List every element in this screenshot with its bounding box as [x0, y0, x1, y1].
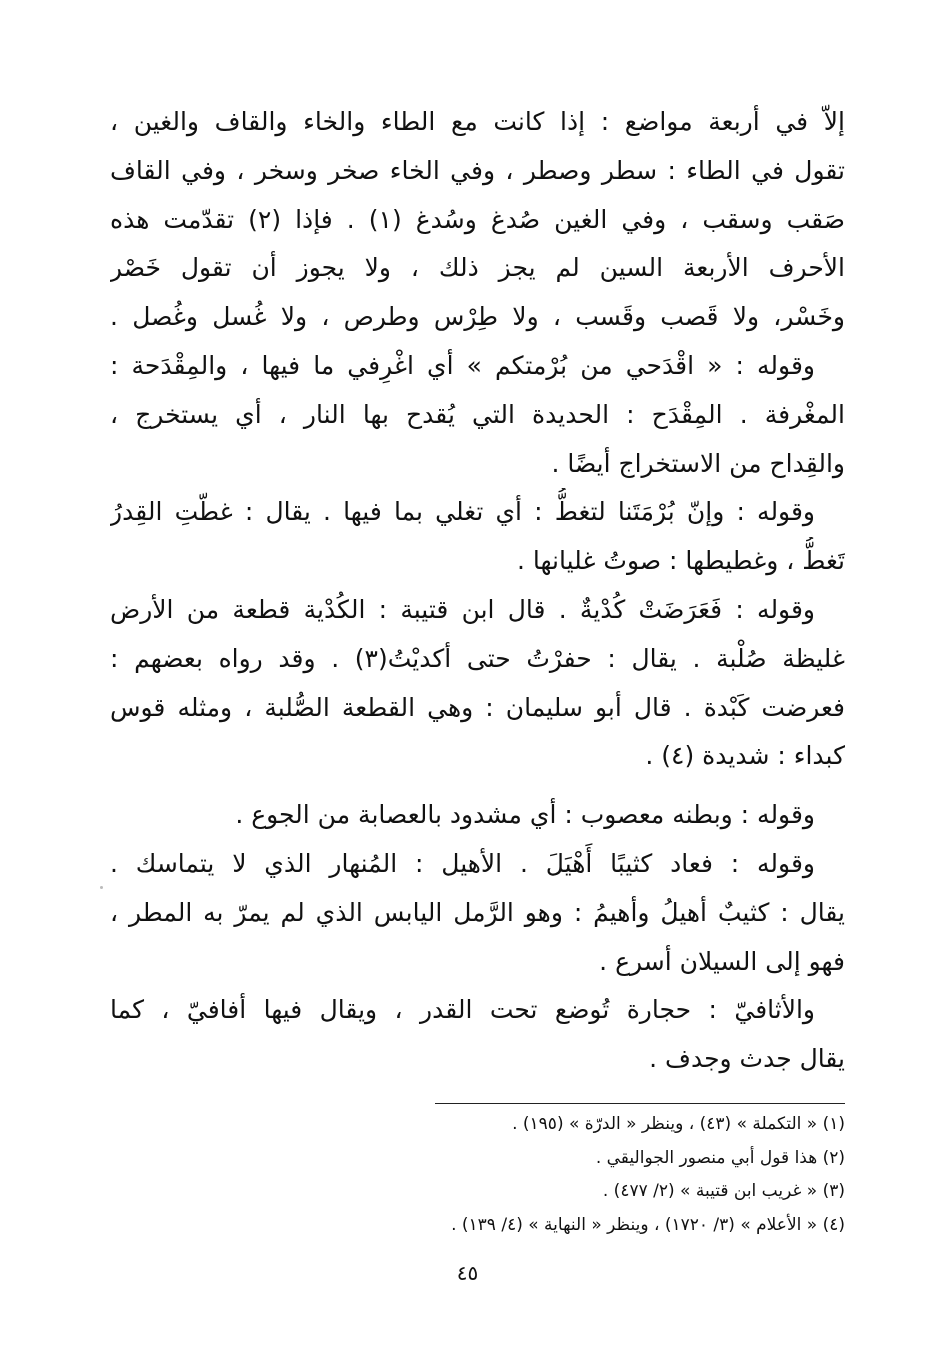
text-line: غليظة صُلْبة . يقال : حفرْتُ حتى أكديْتُ(٣) . وقد رواه بعضهم :: [110, 643, 845, 673]
text-line: وخَسْر، ولا قَصب وقَسب ، ولا طِرْس وطرص ، ولا غُسل وغُصل .: [110, 302, 845, 332]
paragraph-end-line: تَغطُّ ، وغطيطها : صوتُ غليانها .: [516, 546, 845, 576]
text-line: الأحرف الأربعة السين لم يجز ذلك ، ولا يجوز أن تقول خَصْر: [110, 253, 845, 283]
paragraph-end-line: والقِداح من الاستخراج أيضًا .: [551, 448, 845, 478]
footnotes: [110, 1108, 845, 1242]
paragraph-gap: [110, 781, 845, 791]
body-text: [110, 98, 845, 1084]
paragraph-start-line: وقوله : فَعَرَضَتْ كُدْيةٌ . قال ابن قتيبة : الكُدْية قطعة من الأرض: [110, 594, 815, 624]
text-line: صَقب وسقب ، وفي الغين صُدغ وسُدغ (١) . فإذا (٢) تقدّمت هذه: [110, 204, 845, 234]
page-number: ٤٥: [456, 1261, 479, 1285]
footnote: (٣) « غريب ابن قتيبة » (٢/ ٤٧٧) .: [602, 1181, 845, 1201]
margin-speck: [100, 886, 103, 889]
paragraph-start-line: وقوله : « اقْدَحي من بُرْمتكم » أي اغْرِفي ما فيها ، والمِقْدَحة :: [110, 350, 815, 380]
paragraph-end-line: فهو إلى السيلان أسرع .: [599, 946, 845, 976]
text-line: المغْرفة . المِقْدَح : الحديدة التي يُقدح بها النار ، أي يستخرج ،: [110, 399, 845, 429]
paragraph-end-line: يقال جدث وجدف .: [649, 1044, 845, 1074]
paragraph-end-line: كبداء : شديدة (٤) .: [645, 741, 845, 771]
paragraph-start-line: وقوله : فعاد كثيبًا أَهْيَلَ . الأهيل : المُنهار الذي لا يتماسك .: [110, 848, 815, 878]
footnote: (١) « التكملة » (٤٣) ، وينظر « الدرّة » (١٩٥) .: [512, 1114, 845, 1134]
text-line: تقول في الطاء : سطر وصطر ، وفي الخاء صخر وسخر ، وفي القاف: [110, 155, 845, 185]
footnote: (٤) « الأعلام » (٣/ ١٧٢٠) ، وينظر « النهاية » (٤/ ١٣٩) .: [451, 1214, 845, 1235]
text-line: فعرضت كَبْدة . قال أبو سليمان : وهي القطعة الصُّلبة ، ومثله قوس: [110, 692, 845, 722]
footnote-separator: [435, 1103, 845, 1104]
paragraph-start-line: وقوله : وإنّ بُرْمَتَنا لتغطُّ : أي تغلي بما فيها . يقال : غطّتِ القِدرُ: [110, 497, 815, 527]
footnote: (٢) هذا قول أبي منصور الجواليقي .: [595, 1147, 845, 1168]
paragraph-line: وقوله : وبطنه معصوب : أي مشدود بالعصابة من الجوع .: [235, 800, 815, 830]
text-line: إلاّ في أربعة مواضع : إذا كانت مع الطاء والخاء والقاف والغين ،: [110, 107, 845, 136]
text-line: يقال : كثيبٌ أهيلُ وأهيمُ : وهو الرَّمل اليابس الذي لم يمرّ به المطر ،: [110, 897, 845, 927]
paragraph-start-line: والأثافيّ : حجارة تُوضع تحت القدر ، ويقال فيها أفافيّ ، كما: [110, 995, 815, 1025]
